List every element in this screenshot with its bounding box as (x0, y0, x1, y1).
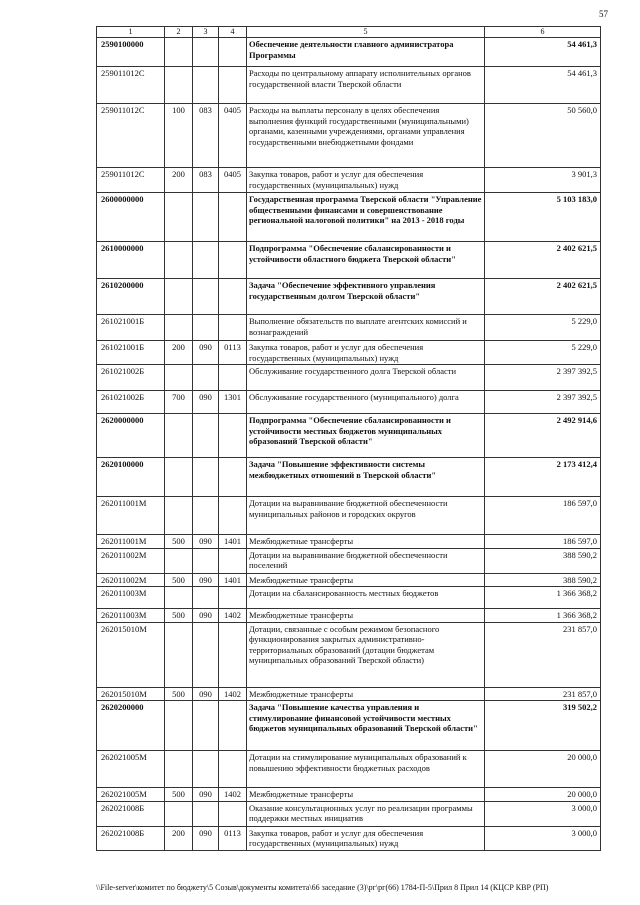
item-name-cell: Подпрограмма "Обеспечение сбалансированности и устойчивости областного бюджета Тверской области" (247, 242, 485, 279)
amount-cell: 231 857,0 (485, 622, 601, 687)
budget-code-cell: 262021008Б (97, 826, 165, 850)
table-row (97, 341, 601, 365)
budget-code-cell: 262011003М (97, 587, 165, 609)
amount-cell: 5 229,0 (485, 315, 601, 341)
amount-cell: 388 590,2 (485, 573, 601, 587)
expense-type-cell (165, 458, 193, 497)
budget-code-cell: 262021005М (97, 751, 165, 788)
budget-code-cell: 261021001Б (97, 315, 165, 341)
department-cell: 083 (193, 104, 219, 168)
department-cell (193, 67, 219, 104)
department-cell: 090 (193, 341, 219, 365)
budget-code-cell: 2590100000 (97, 38, 165, 67)
expense-type-cell (165, 242, 193, 279)
table-row (97, 391, 601, 414)
table-row (97, 242, 601, 279)
expense-type-cell: 500 (165, 609, 193, 623)
amount-cell: 186 597,0 (485, 497, 601, 535)
expense-type-cell (165, 315, 193, 341)
expense-type-cell (165, 193, 193, 242)
item-name-cell: Расходы на выплаты персоналу в целях обеспечения выполнения функций государственными (муниципальными) органами, казенными учреждениями, органами управления государственными внебюджетными фондами (247, 104, 485, 168)
amount-cell: 54 461,3 (485, 67, 601, 104)
department-cell (193, 193, 219, 242)
budget-code-cell: 261021002Б (97, 365, 165, 391)
amount-cell: 5 103 183,0 (485, 193, 601, 242)
section-cell (219, 497, 247, 535)
section-cell (219, 587, 247, 609)
expense-type-cell: 500 (165, 788, 193, 802)
expense-type-cell (165, 801, 193, 826)
table-row (97, 497, 601, 535)
table-row (97, 279, 601, 315)
item-name-cell: Закупка товаров, работ и услуг для обеспечения государственных (муниципальных) нужд (247, 826, 485, 850)
budget-code-cell: 259011012С (97, 168, 165, 193)
section-cell: 1301 (219, 391, 247, 414)
item-name-cell: Межбюджетные трансферты (247, 687, 485, 701)
table-row (97, 193, 601, 242)
section-cell: 1402 (219, 687, 247, 701)
column-header: 1 (97, 27, 165, 38)
item-name-cell: Задача "Обеспечение эффективного управления государственным долгом Тверской области" (247, 279, 485, 315)
column-header: 6 (485, 27, 601, 38)
budget-code-cell: 2610200000 (97, 279, 165, 315)
section-cell (219, 622, 247, 687)
table-row (97, 38, 601, 67)
table-row (97, 104, 601, 168)
item-name-cell: Подпрограмма "Обеспечение сбалансированности и устойчивости местных бюджетов муниципальных образований Тверской области" (247, 414, 485, 458)
expense-type-cell: 700 (165, 391, 193, 414)
item-name-cell: Межбюджетные трансферты (247, 609, 485, 623)
amount-cell: 5 229,0 (485, 341, 601, 365)
section-cell: 0405 (219, 104, 247, 168)
expense-type-cell (165, 701, 193, 751)
budget-code-cell: 262011003М (97, 609, 165, 623)
item-name-cell: Обслуживание государственного (муниципального) долга (247, 391, 485, 414)
amount-cell: 20 000,0 (485, 788, 601, 802)
table-row (97, 548, 601, 573)
item-name-cell: Дотации на выравнивание бюджетной обеспеченности муниципальных районов и городских округов (247, 497, 485, 535)
section-cell: 1401 (219, 573, 247, 587)
budget-code-cell: 259011012С (97, 104, 165, 168)
amount-cell: 2 397 392,5 (485, 365, 601, 391)
item-name-cell: Закупка товаров, работ и услуг для обеспечения государственных (муниципальных) нужд (247, 341, 485, 365)
section-cell: 0405 (219, 168, 247, 193)
table-row (97, 788, 601, 802)
item-name-cell: Дотации, связанные с особым режимом безопасного функционирования закрытых административно-территориальных образований (дотации бюджетам муниципальных образований Тверской области) (247, 622, 485, 687)
expense-type-cell (165, 622, 193, 687)
item-name-cell: Дотации на выравнивание бюджетной обеспеченности поселений (247, 548, 485, 573)
expense-type-cell: 200 (165, 341, 193, 365)
expense-type-cell (165, 279, 193, 315)
department-cell (193, 242, 219, 279)
department-cell: 090 (193, 609, 219, 623)
item-name-cell: Государственная программа Тверской области "Управление общественными финансами и совершенствование региональной налоговой политики" на 2013 - 2018 годы (247, 193, 485, 242)
section-cell: 1401 (219, 535, 247, 549)
budget-code-cell: 262015010М (97, 687, 165, 701)
budget-code-cell: 262011001М (97, 497, 165, 535)
amount-cell: 2 397 392,5 (485, 391, 601, 414)
column-header: 2 (165, 27, 193, 38)
budget-code-cell: 262021005М (97, 788, 165, 802)
section-cell (219, 701, 247, 751)
expense-type-cell (165, 548, 193, 573)
item-name-cell: Межбюджетные трансферты (247, 788, 485, 802)
section-cell (219, 242, 247, 279)
budget-code-cell: 262011002М (97, 573, 165, 587)
expense-type-cell (165, 587, 193, 609)
item-name-cell: Расходы по центральному аппарату исполнительных органов государственной власти Тверской области (247, 67, 485, 104)
department-cell (193, 497, 219, 535)
department-cell: 090 (193, 687, 219, 701)
amount-cell: 50 560,0 (485, 104, 601, 168)
department-cell (193, 622, 219, 687)
item-name-cell: Межбюджетные трансферты (247, 535, 485, 549)
table-row (97, 751, 601, 788)
amount-cell: 1 366 368,2 (485, 609, 601, 623)
budget-table (96, 26, 601, 851)
budget-code-cell: 2620000000 (97, 414, 165, 458)
amount-cell: 3 901,3 (485, 168, 601, 193)
table-row (97, 414, 601, 458)
budget-code-cell: 259011012С (97, 67, 165, 104)
section-cell: 0113 (219, 341, 247, 365)
item-name-cell: Дотации на сбалансированность местных бюджетов (247, 587, 485, 609)
expense-type-cell: 100 (165, 104, 193, 168)
budget-code-cell: 2610000000 (97, 242, 165, 279)
column-header: 5 (247, 27, 485, 38)
amount-cell: 319 502,2 (485, 701, 601, 751)
table-row (97, 535, 601, 549)
expense-type-cell (165, 38, 193, 67)
expense-type-cell: 500 (165, 535, 193, 549)
department-cell (193, 587, 219, 609)
amount-cell: 3 000,0 (485, 801, 601, 826)
item-name-cell: Закупка товаров, работ и услуг для обеспечения государственных (муниципальных) нужд (247, 168, 485, 193)
item-name-cell: Задача "Повышение качества управления и стимулирование финансовой устойчивости местных бюджетов муниципальных образований Тверской области" (247, 701, 485, 751)
item-name-cell: Задача "Повышение эффективности системы межбюджетных отношений в Тверской области" (247, 458, 485, 497)
budget-code-cell: 261021002Б (97, 391, 165, 414)
department-cell (193, 548, 219, 573)
item-name-cell: Выполнение обязательств по выплате агентских комиссий и вознаграждений (247, 315, 485, 341)
item-name-cell: Обслуживание государственного долга Тверской области (247, 365, 485, 391)
table-row (97, 573, 601, 587)
budget-code-cell: 2620200000 (97, 701, 165, 751)
amount-cell: 2 402 621,5 (485, 242, 601, 279)
section-cell: 1402 (219, 609, 247, 623)
column-header: 4 (219, 27, 247, 38)
amount-cell: 2 492 914,6 (485, 414, 601, 458)
expense-type-cell (165, 365, 193, 391)
expense-type-cell: 500 (165, 687, 193, 701)
amount-cell: 1 366 368,2 (485, 587, 601, 609)
section-cell (219, 751, 247, 788)
table-row (97, 687, 601, 701)
budget-code-cell: 261021001Б (97, 341, 165, 365)
department-cell: 090 (193, 391, 219, 414)
budget-code-cell: 262011002М (97, 548, 165, 573)
section-cell (219, 365, 247, 391)
item-name-cell: Дотации на стимулирование муниципальных образований к повышению эффективности бюджетных расходов (247, 751, 485, 788)
table-row (97, 587, 601, 609)
amount-cell: 20 000,0 (485, 751, 601, 788)
department-cell (193, 414, 219, 458)
section-cell (219, 801, 247, 826)
table-row (97, 67, 601, 104)
department-cell (193, 751, 219, 788)
department-cell (193, 315, 219, 341)
department-cell (193, 458, 219, 497)
section-cell: 0113 (219, 826, 247, 850)
table-row (97, 801, 601, 826)
table-row (97, 826, 601, 850)
table-row (97, 458, 601, 497)
section-cell (219, 315, 247, 341)
budget-code-cell: 2600000000 (97, 193, 165, 242)
section-cell (219, 193, 247, 242)
section-cell (219, 279, 247, 315)
table-row (97, 622, 601, 687)
department-cell: 083 (193, 168, 219, 193)
department-cell: 090 (193, 788, 219, 802)
table-row (97, 701, 601, 751)
table-row (97, 609, 601, 623)
budget-code-cell: 2620100000 (97, 458, 165, 497)
department-cell: 090 (193, 826, 219, 850)
column-header: 3 (193, 27, 219, 38)
department-cell: 090 (193, 573, 219, 587)
item-name-cell: Оказание консультационных услуг по реализации программы поддержки местных инициатив (247, 801, 485, 826)
expense-type-cell (165, 751, 193, 788)
amount-cell: 2 402 621,5 (485, 279, 601, 315)
section-cell (219, 458, 247, 497)
department-cell (193, 38, 219, 67)
table-row (97, 315, 601, 341)
department-cell: 090 (193, 535, 219, 549)
amount-cell: 231 857,0 (485, 687, 601, 701)
budget-code-cell: 262015010М (97, 622, 165, 687)
section-cell (219, 38, 247, 67)
budget-code-cell: 262021008Б (97, 801, 165, 826)
expense-type-cell (165, 497, 193, 535)
amount-cell: 3 000,0 (485, 826, 601, 850)
department-cell (193, 801, 219, 826)
expense-type-cell: 200 (165, 168, 193, 193)
table-row (97, 365, 601, 391)
table-row (97, 168, 601, 193)
amount-cell: 2 173 412,4 (485, 458, 601, 497)
table-header-row (97, 27, 601, 38)
expense-type-cell: 200 (165, 826, 193, 850)
section-cell (219, 414, 247, 458)
budget-code-cell: 262011001М (97, 535, 165, 549)
item-name-cell: Межбюджетные трансферты (247, 573, 485, 587)
amount-cell: 54 461,3 (485, 38, 601, 67)
item-name-cell: Обеспечение деятельности главного администратора Программы (247, 38, 485, 67)
expense-type-cell: 500 (165, 573, 193, 587)
section-cell (219, 548, 247, 573)
page-number: 57 (599, 9, 608, 19)
amount-cell: 186 597,0 (485, 535, 601, 549)
section-cell (219, 67, 247, 104)
department-cell (193, 701, 219, 751)
expense-type-cell (165, 67, 193, 104)
footer-path: \\File-server\комитет по бюджету\5 Созыв\документы комитета\66 заседание (3)\рг\рг(66) 1784-П-5\Прил 8 Прил 14 (КЦСР КВР (РП) (96, 883, 549, 892)
department-cell (193, 365, 219, 391)
section-cell: 1402 (219, 788, 247, 802)
department-cell (193, 279, 219, 315)
expense-type-cell (165, 414, 193, 458)
amount-cell: 388 590,2 (485, 548, 601, 573)
